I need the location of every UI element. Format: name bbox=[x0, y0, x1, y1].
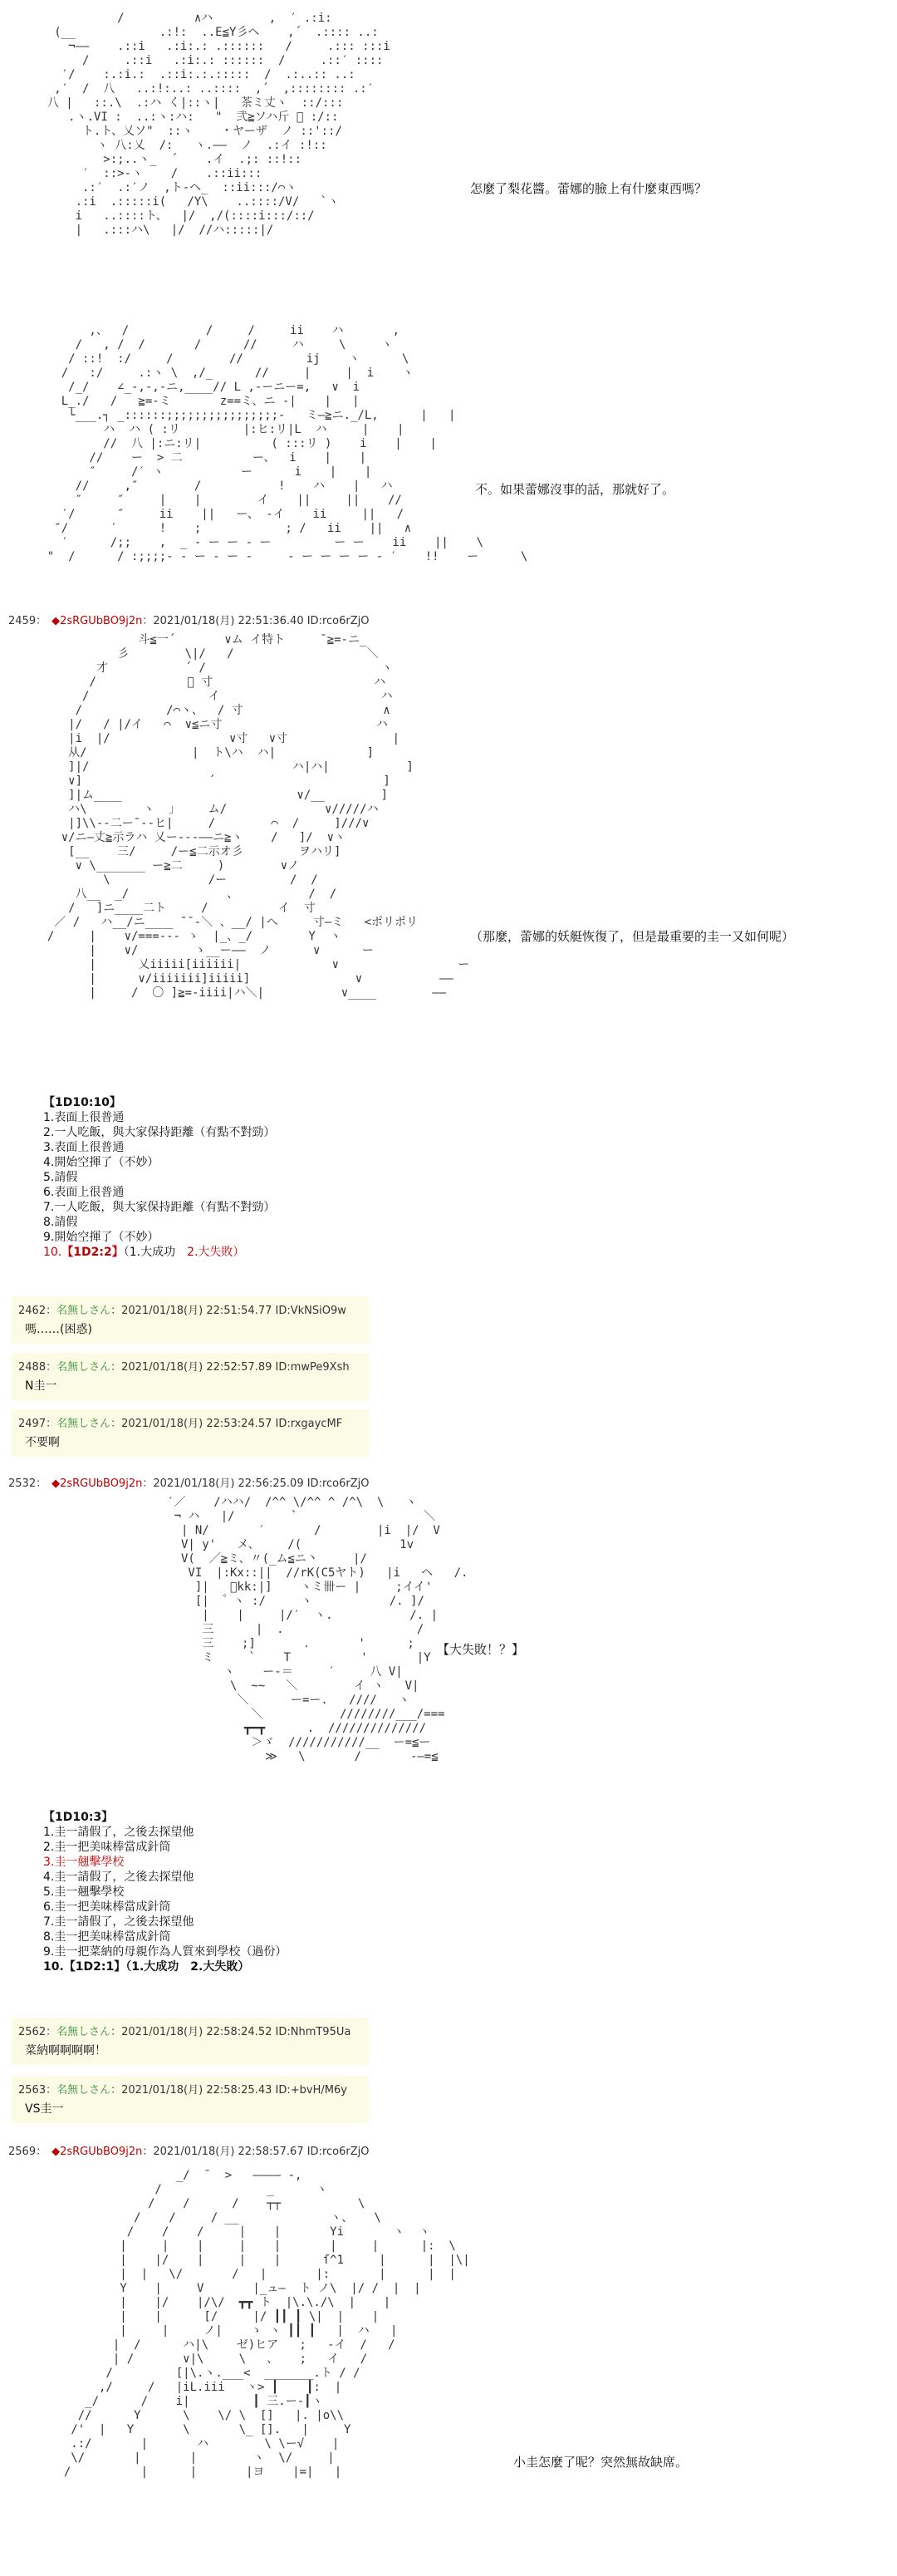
trip-symbol: ◆ bbox=[51, 2146, 61, 2158]
reply-meta: ：2021/01/18(月) 22:58:24.52 ID:NhmT95Ua bbox=[110, 2026, 351, 2038]
reply-post bbox=[12, 2076, 369, 2123]
dialogue-rika-1: 不。如果蕾娜沒事的話，那就好了。 bbox=[475, 482, 675, 497]
reply-body: 嗎……(困惑) bbox=[25, 1323, 92, 1336]
reply-meta: ：2021/01/18(月) 22:58:25.43 ID:+bvH/M6y bbox=[110, 2084, 347, 2097]
choice-item: 9.開始空揮了（不妙） bbox=[43, 1231, 159, 1244]
reply-body: 不要啊 bbox=[25, 1436, 60, 1449]
reply-name: 名無しさん bbox=[56, 1418, 111, 1430]
choice-item: 4.開始空揮了（不妙） bbox=[43, 1156, 159, 1169]
post-header bbox=[8, 612, 369, 627]
post-meta: ：2021/01/18(月) 22:56:25.09 ID:rco6rZjO bbox=[142, 1477, 370, 1490]
choice-item: 3.表面上很普通 bbox=[43, 1141, 125, 1154]
post-trip[interactable]: 2sRGUbBO9j2n bbox=[60, 1477, 143, 1490]
choice-item: 6.圭一把美味棒當成針筒 bbox=[43, 1900, 171, 1914]
choice-result-red: 2.大失敗） bbox=[187, 1246, 245, 1259]
post-number: 2532： bbox=[8, 1477, 47, 1490]
choice-item-selected: 3.圭一翹擊學校 bbox=[43, 1856, 125, 1869]
choice-item: 2.一人吃飯，與大家保持距離（有點不對勁） bbox=[43, 1126, 276, 1139]
reply-post bbox=[12, 1353, 369, 1400]
choice-item: 8.圭一把美味棒當成針筒 bbox=[43, 1930, 171, 1944]
reply-number: 2488： bbox=[18, 1361, 57, 1374]
choice-prefix: 10. bbox=[43, 1246, 62, 1259]
reply-name: 名無しさん bbox=[56, 1305, 111, 1317]
dialogue-rika-3: 小圭怎麼了呢？突然無故缺席。 bbox=[513, 2455, 689, 2470]
reply-body: 菜納啊啊啊啊！ bbox=[25, 2044, 106, 2057]
reply-number: 2462： bbox=[18, 1305, 57, 1317]
reply-body: N圭一 bbox=[25, 1379, 57, 1393]
dialogue-reina-1: 怎麼了梨花醬。蕾娜的臉上有什麼東西嗎？ bbox=[470, 181, 708, 196]
choice-item: 1.表面上很普通 bbox=[43, 1111, 125, 1124]
post-trip[interactable]: 2sRGUbBO9j2n bbox=[60, 2146, 143, 2158]
post-meta: ：2021/01/18(月) 22:58:57.67 ID:rco6rZjO bbox=[142, 2146, 370, 2158]
ascii-art-rika-3: _/ ¯ > ———— -, / _ ヽ / / / ┬┬ \ / / / __ ヽ、 \ / / / | | Yi ヽ ヽ | | | | | | | |: \ | |/ | | | ſ^1 | | |\| | | \/ / | |: | | | Y | V |_ュ— ト ノ\ |/ / | | | |/ |/\/ ┳┳ ト |\.\./\ | | | | [/ |/ ┃┃ ┃ \| | | | | ノ| ゝ ヽ ┃┃ ┃ | ハ | | / ハ|\ ゼ)ヒア ; -イ / / | / ∨|\ \ 、 ; イ / / [|\.ヽ.___< _______.ト / / ,/ / |iL.iii ヽ> ┃ ┃: | _/ / i| ┃ 三.ー‐┃ヽ // Y \ \/ \ [] |. |o\\ /' | Y \ \_ []. | Y .:/ | ハ \ \ー√ | \/ | | ヽ \/ | / | | |ヨ |=| | bbox=[63, 2169, 470, 2479]
choice-item: 8.請假 bbox=[43, 1216, 78, 1229]
ascii-art-reina-1: / ∧ハ , ′ .:i: (__ .:!: ..E≦Y彡ヘ ,´ .:::: ..: ¬—— .::i .:i:.: .:::::: / .::: :::i / .::i .:i:.: :::::: / .::′ :::: ′/ :.:i.: .::i:.:.::::: / .:..:: ..: ,′ / 八 ..:!:..: ..:::: ,´ ,:::::::: .:′ 八 | ::.\ .:ハ く|::ヽ| 茶ミ丈ヽ ::/::: .ヽ.VI : ..:ヽ:ハ: " 弐≧ソハ斤 ゚ :/:: ト.ト、乂ソ" ::ヽ ・ヤーザ ノ ::'::/ ヽ 八:乂 /: ヽ.—— ノ .:イ :!:: >:;..ヽ_ ´ .イ .;: ::!:: ′ ::>-ヽ / .::ii::: .:′ .:′ノ ,ト-ヘ_ ::ii:::/⌒ヽ .:i .:::::i( /Y\ ..::::/V/ `ヽ i ..::::ト、 |/ ,/(::::i:::/::/ | .:::ハ\ |/ //ハ:::::|/ bbox=[47, 12, 390, 237]
reply-post bbox=[12, 2018, 369, 2065]
post-meta: ：2021/01/18(月) 22:51:36.40 ID:rco6rZjO bbox=[142, 615, 370, 627]
ascii-art-rika-1: ,、 / / / ii ハ , / , / / / // ハ \ ヽ / ::! :/ / // ij ヽ \ / :/ .:ヽ \ ,/_ // | | i ヽ /_/ ∠_-,-,-ニ,____// L ,-ーニー=, ∨ i L_./ / ≧=-ミ z==ミ、ニ -| | | └___.┐ _::::::;;;;;;;;;;;;;;;;- ミ—≧ニ._/L, | | ハ ハ ( :リ |:ヒ:リ|L ハ | | // 八 |:ニ:リ| ( :::リ ) i | | // ー > 二 ー、 i | | ″ /′ ヽ ー i | | // ,″ / ! ハ | ハ ″ ″ | | イ || || // ′/ ″ ii || ー、 ‐イ ii || / ″/ ′ ! ; ; / ii || ∧ ′ /;; , _ - ー ー - ー ー ー ii || \ " / / :;;;;- - ー - ー - - ー ー ー ー - ′ !! ー \ bbox=[47, 324, 528, 563]
reply-post bbox=[12, 1296, 369, 1344]
trip-symbol: ◆ bbox=[51, 615, 61, 627]
choice-item: 5.圭一翹擊學校 bbox=[43, 1885, 125, 1899]
ascii-art-keiichi: ′／ /ハハ/ /^^ \/^^ ^ /^\ \ ヽ ¬ ハ |/ ` ＼ | N/ ′ / |i |/ V V| y' メ、 /( 1v V( ／≧ミ、〃(_ム≦ニ丶 |/ VI |:Kx::|| //rK(C5ヤト) |i ヘ /. ]| ゚kk:|] ヽミ卌ー | ;イイ' [| ゚ ヽ :/ ヽ /. ]/ | | |/′ ヽ. /. | 三 | . / 三 ;] ． ' ; ミ ` T ' |Y ヽ ー‐＝ ′ 八 V| \ ~~ ＼ イ ヽ V| ＼ ー=ー. //// ヽ ＼ ////////___/=== ┳━┳ . ////////////// ＞ゞ ///////////__ ー=≦ー ≫ \ / -―=≦ bbox=[167, 1496, 468, 1763]
choice-item: 6.表面上很普通 bbox=[43, 1186, 125, 1199]
choice-mid: （1.大成功 bbox=[123, 1246, 176, 1259]
post-number: 2459： bbox=[8, 615, 47, 627]
reply-name: 名無しさん bbox=[56, 1361, 111, 1374]
reply-number: 2497： bbox=[18, 1418, 57, 1430]
ascii-art-rika-2: 斗≦一´ ∨ム イ特ト ¯≧=-ニ_ 彡 \|/ / ＼ 才 ´ / ヽ / ゚ 寸 ハ / イ ハ / /⌒ヽ、 / 寸 ∧ |/ / |/イ ⌒ ∨≦ニ寸 ハ |i |/ ∨寸 ∨寸 | 从/ | ト\ハ ハ| ] ]|/ ハ|ハ| ] ∨] ´ ] ]|ム____ ∨/__ ] ハ\ ヽ 」 ム/ ∨/////ハ |]\\--二ー¯--ヒ| / ⌒ / ]///∨ ∨/ニ—丈≧示ラハ 乂ー---――ニ≧ヽ / ]/ ∨ヽ [__ 三/ /ー≦二示オ彡 ヲハリ] ∨ \_______ ー≧二 ) ∨ノ \ /ー / / 八__ _/ 、 / / / ]ニ____二ト / イ 寸 ／ / ハ__/ニ____ ¯¯‐＼ 、__/ |へ 寸—ミ <ポリポリ / | ∨/===--‐ ゝ |_、_/ Y ヽ | ∨/ ゝ__ー—— ノ ∨ ー | 乂iiiii[iiiiii| ∨ ー | ∨/iiiiiii]iiiii] ∨ ―― | / 〇 ]≧=-iiii|ハ＼| ∨____ ―― bbox=[47, 633, 470, 1000]
reply-meta: ：2021/01/18(月) 22:51:54.77 ID:VkNSiO9w bbox=[110, 1305, 346, 1317]
reply-body: VS圭一 bbox=[25, 2102, 64, 2116]
reply-meta: ：2021/01/18(月) 22:52:57.89 ID:mwPe9Xsh bbox=[110, 1361, 350, 1374]
choice-item-last bbox=[43, 1245, 275, 1260]
choice-item: 7.圭一請假了，之後去探望他 bbox=[43, 1915, 194, 1929]
reply-number: 2562： bbox=[18, 2026, 57, 2038]
reply-post bbox=[12, 1409, 369, 1457]
dice-result: 【1D10:10】 bbox=[43, 1096, 121, 1109]
post-number: 2569： bbox=[8, 2146, 47, 2158]
post-header bbox=[8, 1474, 369, 1490]
reply-name: 名無しさん bbox=[56, 2084, 111, 2097]
choice-item-last: 10.【1D2:1】（1.大成功 2.大失敗） bbox=[43, 1960, 250, 1974]
reply-name: 名無しさん bbox=[56, 2026, 111, 2038]
choice-item: 7.一人吃飯，與大家保持距離（有點不對勁） bbox=[43, 1201, 276, 1214]
dialogue-keiichi: 【大失敗！？】 bbox=[437, 1642, 525, 1657]
post-trip[interactable]: 2sRGUbBO9j2n bbox=[60, 615, 143, 627]
dice-subresult: 【1D2:2】 bbox=[61, 1246, 124, 1259]
dice-choices-1 bbox=[43, 1095, 275, 1260]
trip-symbol: ◆ bbox=[51, 1477, 61, 1490]
choice-item: 2.圭一把美味棒當成針筒 bbox=[43, 1841, 171, 1854]
dice-choices-2 bbox=[43, 1810, 287, 1974]
reply-meta: ：2021/01/18(月) 22:53:24.57 ID:rxgaycMF bbox=[110, 1418, 343, 1430]
choice-item: 4.圭一請假了，之後去探望他 bbox=[43, 1871, 194, 1884]
dialogue-rika-2: （那麼，蕾娜的妖艇恢復了，但是最重要的圭一又如何呢） bbox=[470, 929, 795, 944]
choice-item: 5.請假 bbox=[43, 1171, 78, 1184]
choice-item: 9.圭一把菜納的母親作為人質來到學校（過份） bbox=[43, 1945, 287, 1959]
reply-number: 2563： bbox=[18, 2084, 57, 2097]
dice-result: 【1D10:3】 bbox=[43, 1811, 114, 1824]
choice-item: 1.圭一請假了，之後去探望他 bbox=[43, 1826, 194, 1839]
post-header bbox=[8, 2142, 369, 2158]
